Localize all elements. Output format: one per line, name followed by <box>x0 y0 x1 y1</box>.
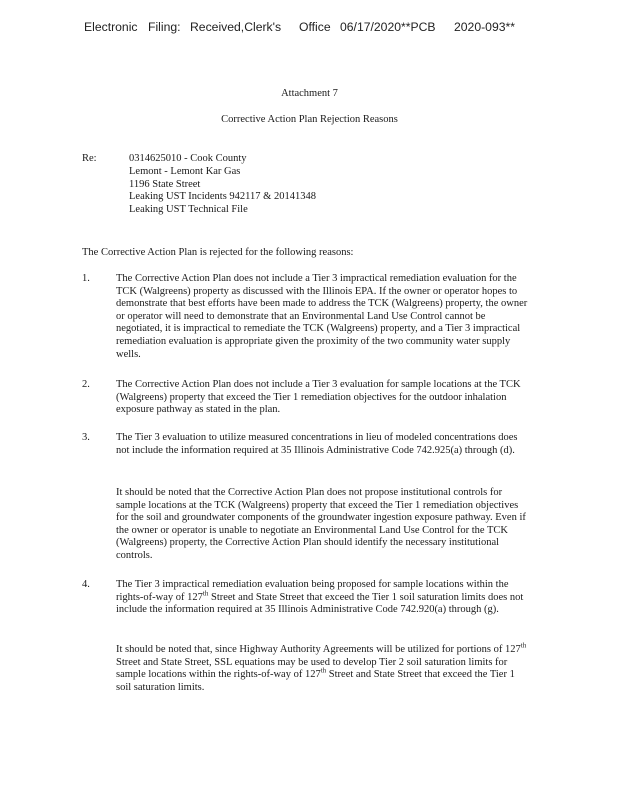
stamp-received: Received,Clerk's <box>190 20 282 34</box>
superscript: th <box>520 641 527 650</box>
superscript: th <box>202 589 209 598</box>
re-line: 1196 State Street <box>129 178 201 190</box>
re-label: Re: <box>82 153 97 164</box>
superscript: th <box>320 666 327 675</box>
stamp-date: 06/17/2020**PCB <box>340 20 436 34</box>
re-line: Leaking UST Incidents 942117 & 20141348 <box>129 191 316 203</box>
item-number: 2. <box>82 379 90 390</box>
document-subtitle: Corrective Action Plan Rejection Reasons <box>221 114 398 125</box>
stamp-office: Office <box>299 20 331 34</box>
stamp-case: 2020-093** <box>454 20 515 34</box>
stamp-filing: Filing: <box>148 20 181 34</box>
text-run: Street and State Street that exceed the Tier 1 soil saturation limits. <box>116 669 515 693</box>
item-number: 1. <box>82 273 90 284</box>
text-run: It should be noted that, since Highway Authority Agreements will be utilized for portions of 127 <box>116 644 521 655</box>
item-number: 3. <box>82 432 90 443</box>
re-line: Leaking UST Technical File <box>129 204 248 216</box>
text-run: Street and State Street, SSL equations may be used to develop Tier 2 soil saturation limits for sample locations within the rights-of-way of 127 <box>116 656 508 681</box>
intro-text: The Corrective Action Plan is rejected for the following reasons: <box>82 247 354 258</box>
reason-paragraph <box>116 579 532 617</box>
stamp-electronic: Electronic <box>84 20 138 34</box>
reason-paragraph: The Tier 3 evaluation to utilize measured concentrations in lieu of modeled concentrations does not include the information required at 35 Illinois Administrative Code 742.925(a) through (d). <box>116 432 518 456</box>
re-block <box>129 153 316 217</box>
attachment-title: Attachment 7 <box>281 88 338 99</box>
re-line: 0314625010 - Cook County <box>129 153 247 164</box>
reason-paragraph: The Corrective Action Plan does not include a Tier 3 evaluation for sample locations at the TCK (Walgreens) property that exceed the Tier 1 remediation objectives for the outdoor inhalation exposure pathway as stated in the plan. <box>116 379 521 416</box>
reason-paragraph: The Corrective Action Plan does not include a Tier 3 impractical remediation evaluation for the TCK (Walgreens) property as discussed with the Illinois EPA. If the owner or operator hopes to demonstrate that best efforts have been made to address the TCK (Walgreens) property, the owner or operator will need to demonstrate that an Environmental Land Use Control cannot be negotiated, it is impractical to remediate the TCK (Walgreens) property, and a Tier 3 impractical remediation evaluation is appropriate given the proximity of the two community water supply wells. <box>116 273 528 360</box>
note-paragraph <box>116 641 532 694</box>
item-number: 4. <box>82 579 90 590</box>
re-line: Lemont - Lemont Kar Gas <box>129 165 241 177</box>
note-paragraph: It should be noted that the Corrective Action Plan does not propose institutional controls for sample locations at the TCK (Walgreens) property that exceed the Tier 1 remediation objectives for the soil and groundwater components of the groundwater ingestion exposure pathway. Even if the owner or operator is unable to negotiate an Environmental Land Use Control for the TCK (Walgreens) property, the Corrective Action Plan should identify the necessary institutional controls. <box>116 487 526 561</box>
text-run: The Tier 3 impractical remediation evaluation being proposed for sample locations within the rights-of-way of 127 <box>116 579 509 603</box>
text-run: Street and State Street that exceed the Tier 1 soil saturation limits does not include the information required at 35 Illinois Administrative Code 742.920(a) through (g). <box>116 591 524 616</box>
